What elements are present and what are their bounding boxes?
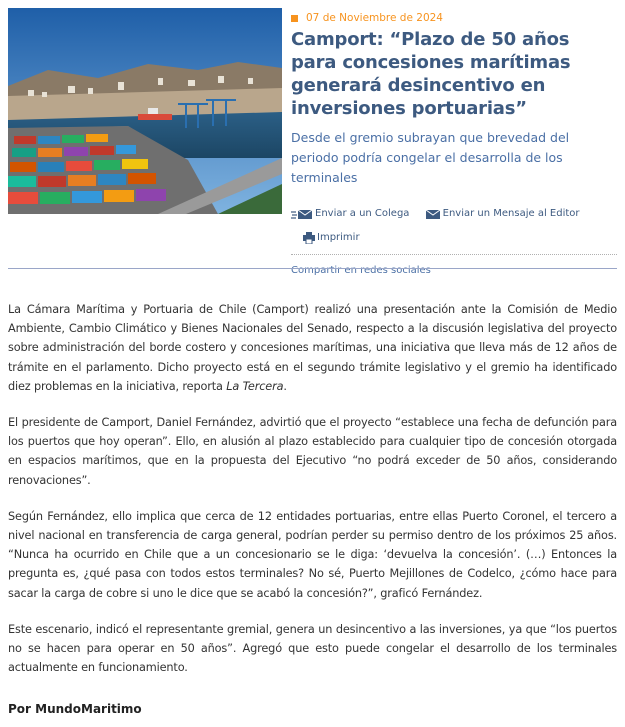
date-text: 07 de Noviembre de 2024 <box>306 12 443 24</box>
send-to-colleague-link[interactable] <box>291 204 409 224</box>
print-link[interactable] <box>303 228 360 248</box>
hero-photo-port-containers <box>8 8 282 214</box>
date-marker-icon <box>291 15 298 22</box>
paragraph-4: Este escenario, indicó el representante gremial, genera un desincentivo a las inversiones, ya que “los puertos no se hacen para operar en 50 años”. Agregó que esto puede congelar el desarrollo de los terminales actualmente en funcionamiento. <box>8 622 617 675</box>
share-social-link[interactable]: Compartir en redes sociales <box>291 264 431 276</box>
paragraph-1-text: La Cámara Marítima y Portuaria de Chile (Camport) realizó una presentación ante la Comisión de Medio Ambiente, Cambio Climático y Bienes Nacionales del Senado, respecto a la discusión legislativa del proyecto sobre administración del borde costero y concesiones marítimas, una iniciativa que lleva más de 12 años de trámite en el parlamento. Dicho proyecto está en el segundo trámite legislativo y el gremio ha identificado diez problemas en la iniciativa, reporta <box>8 303 617 393</box>
actions-separator <box>291 254 617 255</box>
email-forward-icon <box>291 209 313 220</box>
paragraph-1-end: . <box>283 379 287 393</box>
paragraph-2: El presidente de Camport, Daniel Fernández, advirtió que el proyecto “establece una fecha de defunción para los puertos que hoy operan”. Ello, en alusión al plazo establecido para cualquier tipo de concesión otorgada en espacios marítimos, que en la propuesta del Ejecutivo “no podrá exceder de 50 años, considerando renovaciones”. <box>8 416 617 487</box>
article-byline: Por MundoMaritimo <box>8 702 142 716</box>
envelope-icon <box>425 209 441 220</box>
printer-icon <box>303 232 315 244</box>
send-to-colleague-label: Enviar a un Colega <box>315 208 410 219</box>
article-subtitle: Desde el gremio subrayan que brevedad del periodo podría congelar el desarrolla de los terminales <box>291 130 570 185</box>
article-body <box>8 300 617 694</box>
paragraph-1 <box>8 300 617 396</box>
article-title: Camport: “Plazo de 50 años para concesiones marítimas generará desincentivo en inversiones portuarias” <box>291 29 571 119</box>
article-header <box>0 0 625 280</box>
header-divider <box>8 268 617 269</box>
article-meta <box>291 10 619 276</box>
paragraph-3: Según Fernández, ello implica que cerca de 12 entidades portuarias, entre ellas Puerto Coronel, el tercero a nivel nacional en transferencia de carga general, podrían perder su permiso dentro de los próximos 25 años. “Nunca ha ocurrido en Chile que a un concesionario se le diga: ‘devuelva la concesión’. (…) Entonces la pregunta es, ¿qué pasa con todos estos terminales? No sé, Puerto Mejillones de Codelco, ¿cómo hace para sacar la carga de cobre si uno le dice que se acabó la concesión?”, graficó Fernández. <box>8 509 617 600</box>
source-name: La Tercera <box>226 379 284 393</box>
print-label: Imprimir <box>317 231 360 243</box>
send-message-to-editor-link[interactable] <box>425 204 580 224</box>
article-date <box>291 10 619 26</box>
send-message-to-editor-label: Enviar un Mensaje al Editor <box>442 208 580 219</box>
article-actions <box>291 204 619 252</box>
